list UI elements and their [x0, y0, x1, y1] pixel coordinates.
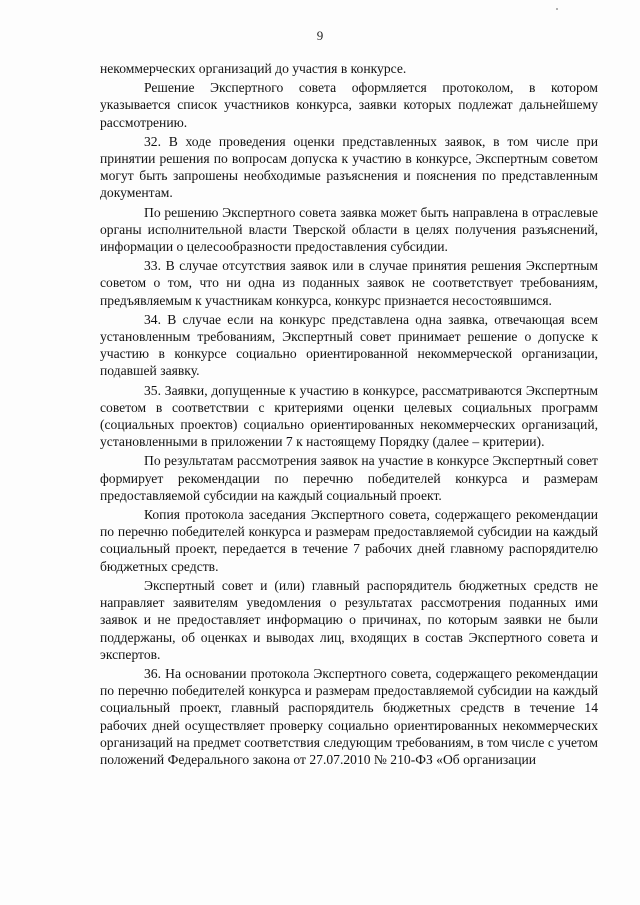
- page-number: 9: [316, 28, 324, 43]
- paragraph: Решение Экспертного совета оформляется протоколом, в котором указывается список участников конкурса, заявки которых подлежат дальнейшему рассмотрению.: [100, 80, 598, 130]
- paragraph: По результатам рассмотрения заявок на участие в конкурсе Экспертный совет формирует рекомендации по перечню победителей конкурса и размерам предоставляемой субсидии на каждый социальный проект.: [100, 453, 598, 503]
- paragraph: 36. На основании протокола Экспертного совета, содержащего рекомендации по перечню победителей конкурса и размерам предоставляемой субсидии на каждый социальный проект, главный распорядитель бюджетных средств в течение 14 рабочих дней осуществляет проверку социально ориентированных некоммерческих организаций на предмет соответствия следующим требованиям, в том числе с учетом положений Федерального закона от 27.07.2010 № 210-ФЗ «Об организации: [100, 665, 598, 767]
- document-body: [100, 60, 598, 770]
- paragraph: некоммерческих организаций до участия в конкурсе.: [100, 61, 407, 76]
- paragraph: 32. В ходе проведения оценки представленных заявок, в том числе при принятии решения по вопросам допуска к участию в конкурсе, Экспертным советом могут быть запрошены необходимые разъяснения и пояснения по представленным документам.: [100, 133, 598, 201]
- paragraph: Экспертный совет и (или) главный распорядитель бюджетных средств не направляет заявителям уведомления о результатах рассмотрения поданных ими заявок и не предоставляет информацию о причинах, по которым заявки не были поддержаны, об оценках и выводах лиц, входящих в состав Экспертного совета и экспертов.: [100, 577, 598, 662]
- paragraph: По решению Экспертного совета заявка может быть направлена в отраслевые органы исполнительной власти Тверской области в целях получения разъяснений, информации о целесообразности предоставления субсидии.: [100, 204, 598, 255]
- scan-speck: [556, 8, 558, 10]
- paragraph: Копия протокола заседания Экспертного совета, содержащего рекомендации по перечню победителей конкурса и размерам предоставляемой субсидии на каждый социальный проект, передается в течение 7 рабочих дней главному распорядителю бюджетных средств.: [100, 507, 598, 574]
- paragraph: 35. Заявки, допущенные к участию в конкурсе, рассматриваются Экспертным советом в соответствии с критериями оценки целевых социальных программ (социальных проектов) социально ориентированных некоммерческих организаций, установленными в приложении 7 к настоящему Порядку (далее – критерии).: [100, 382, 598, 450]
- paragraph: 33. В случае отсутствия заявок или в случае принятия решения Экспертным советом о том, что ни одна из поданных заявок не соответствует требованиям, предъявляемым к участникам конкурса, конкурс признается несостоявшимся.: [100, 258, 598, 308]
- paragraph: 34. В случае если на конкурс представлена одна заявка, отвечающая всем установленным требованиям, Экспертный совет принимает решение о допуске к участию в конкурсе социально ориентированной некоммерческой организации, подавшей заявку.: [100, 311, 598, 379]
